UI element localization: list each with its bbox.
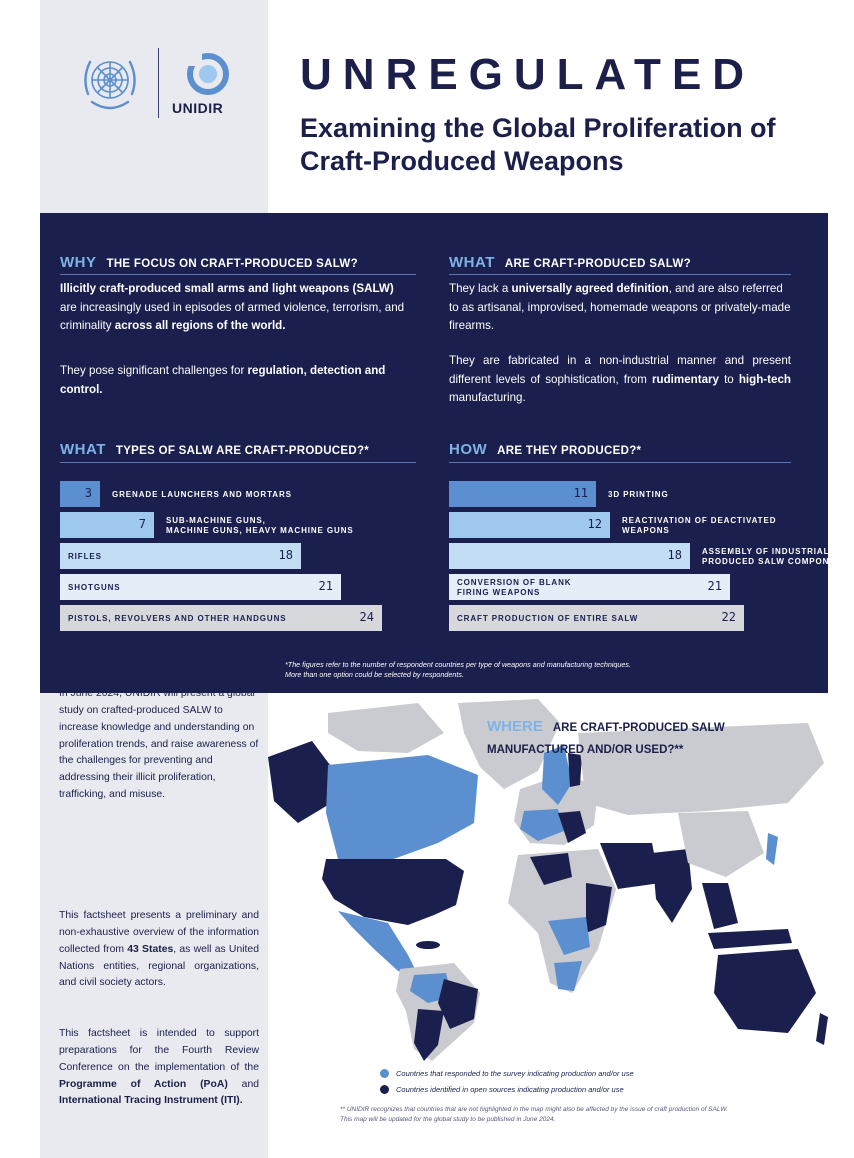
map-indonesia [708,929,792,949]
types-divider [60,462,416,463]
unidir-logo-icon [176,50,236,100]
bar-label-line: REACTIVATION OF DEACTIVATED [622,516,777,525]
bar-label-line: SUB-MACHINE GUNS, [166,516,266,525]
why-divider [60,274,416,275]
bar-value: 21 [318,579,333,593]
logo-divider [158,48,159,118]
map-se-asia [702,883,738,929]
map-australia [714,949,816,1033]
intro-paragraph-2: This factsheet presents a preliminary and non-exhaustive overview of the information collected from 43 States, as well as United Nations entities, regional organizations, and civil society actors. [59,910,259,989]
bar-label-line: CRAFT PRODUCTION OF ENTIRE SALW [457,614,639,623]
legend-open-sources: Countries identified in open sources indicating production and/or use [396,1085,624,1094]
bar-1 [60,481,100,507]
intro-paragraph-3: This factsheet is intended to support preparations for the Fourth Review Conference on the implementation of the Programme of Action (PoA) and International Tracing Instrument (ITI). [59,1028,259,1107]
bar-value: 21 [707,579,722,593]
bar-label [457,578,571,599]
what-paragraph-1: They lack a universally agreed definition, and are also referred to as artisanal, improvised, homemade weapons or privately-made firearms. [449,282,791,333]
map-south-asia [652,849,692,923]
types-heading: WHAT TYPES OF SALW ARE CRAFT-PRODUCED?* [60,441,370,458]
bar-label-line: MACHINE GUNS, HEAVY MACHINE GUNS [166,526,354,536]
map-footnote: ** UNIDIR recognizes that countries that are not highlighted in the map might also be affected by the issue of craft production of SALW. This map will be updated for the global study to be published in June 2024. [340,1106,728,1123]
what-heading: WHAT ARE CRAFT-PRODUCED SALW? [449,254,691,271]
bar-2 [60,512,154,538]
page-subtitle: Examining the Global Proliferation of Craft-Produced Weapons [300,113,776,176]
bar-label [702,547,854,568]
where-heading: WHERE ARE CRAFT-PRODUCED SALW MANUFACTURED AND/OR USED?** [487,718,725,756]
why-paragraph-1: Illicitly craft-produced small arms and light weapons (SALW) are increasingly used in episodes of armed violence, terrorism, and criminality across all regions of the world. [60,282,405,333]
bar-value: 18 [667,548,682,562]
bar-value: 22 [721,610,736,624]
bar-1 [449,481,596,507]
map-canada [326,755,478,861]
un-emblem-icon [74,48,146,120]
bar-label [166,516,354,537]
chart-note: *The figures refer to the number of respondent countries per type of weapons and manufacturing techniques. More than one option could be selected by respondents. [285,660,632,680]
bar-label-line: PISTOLS, REVOLVERS AND OTHER HANDGUNS [68,614,287,623]
bar-label-line: FIRING WEAPONS [457,588,541,598]
bar-label [608,490,669,500]
why-paragraph-2: They pose significant challenges for regulation, detection and control. [60,364,386,396]
legend-dot-survey [380,1069,389,1078]
legend-dot-open-sources [380,1085,389,1094]
bar-value: 24 [359,610,374,624]
bar-label [68,614,287,624]
map-new-zealand [816,1013,828,1045]
why-heading: WHY THE FOCUS ON CRAFT-PRODUCED SALW? [60,254,358,271]
map-east-africa [586,883,612,933]
bar-label-line: WEAPONS [622,526,670,536]
bar-label [622,516,776,537]
bar-label-line: CONVERSION OF BLANK [457,578,572,587]
what-paragraph-2: They are fabricated in a non-industrial manner and present different levels of sophistication, from rudimentary to high-tech manufacturing. [449,354,791,405]
bar-value: 18 [278,548,293,562]
page-title: UNREGULATED [300,50,756,99]
bar-label [112,490,292,500]
bar-2 [449,512,610,538]
what-divider [449,274,791,275]
bar-label-line: RIFLES [68,552,102,561]
map-alaska [268,741,330,823]
bar-value: 3 [84,486,92,500]
how-heading: HOW ARE THEY PRODUCED?* [449,441,642,458]
bar-3 [449,543,690,569]
bar-value: 7 [138,517,146,531]
map-canada-islands [328,703,444,753]
bar-value: 11 [573,486,588,500]
how-divider [449,462,791,463]
map-south-africa [554,961,582,991]
legend-survey: Countries that responded to the survey indicating production and/or use [396,1069,634,1078]
map-japan [766,833,778,865]
bar-label [457,614,638,624]
intro-paragraph-1: In June 2024, UNIDIR will present a global study on crafted-produced SALW to increase knowledge and understanding on proliferation trends, and raise awareness of the challenges for preventing and addressing their illicit proliferation, trafficking, and misuse. [59,688,259,801]
bar-label-line: 3D PRINTING [608,490,669,499]
bar-label [68,583,121,593]
bar-label-line: GRENADE LAUNCHERS AND MORTARS [112,490,292,499]
unidir-logo-text: UNIDIR [172,100,224,116]
map-caribbean [416,941,440,949]
bar-label-line: ASSEMBLY OF INDUSTRIALLY- [702,547,844,556]
bar-label [68,552,102,562]
bar-label-line: PRODUCED SALW COMPONENTS [702,557,854,567]
bar-label-line: SHOTGUNS [68,583,121,592]
map-china [678,811,764,877]
bar-value: 12 [587,517,602,531]
